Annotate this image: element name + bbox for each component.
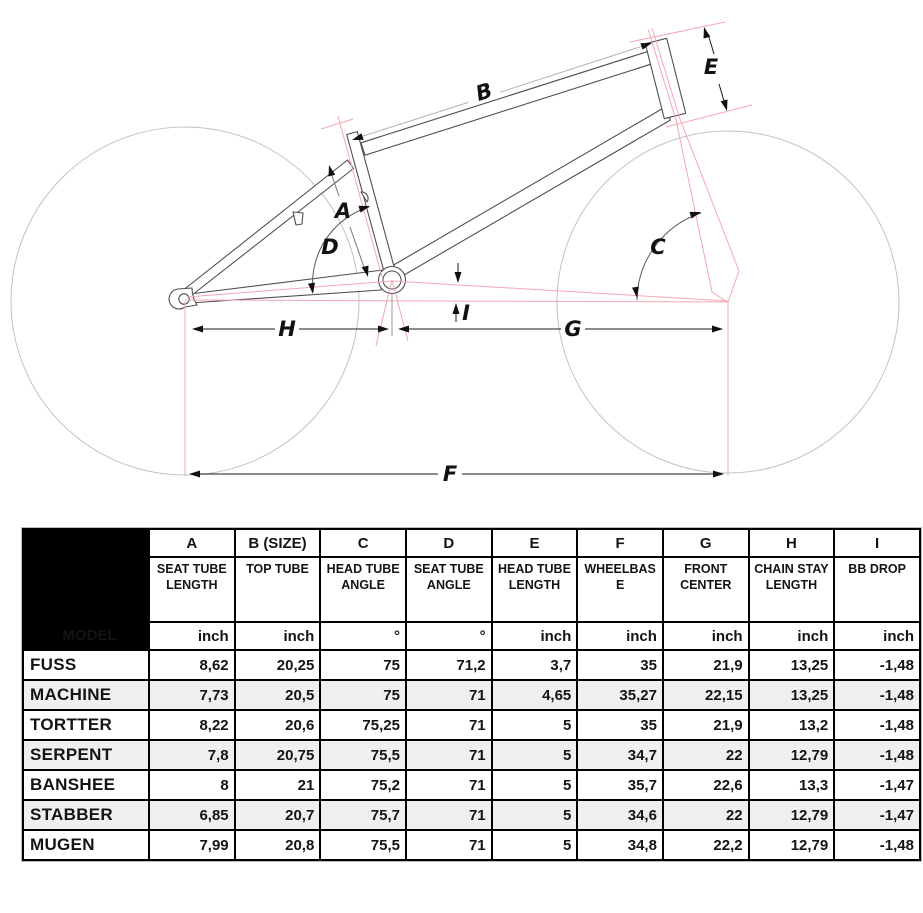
dim-C-arc bbox=[637, 213, 701, 300]
value-cell: -1,48 bbox=[834, 830, 920, 860]
value-cell: -1,48 bbox=[834, 680, 920, 710]
model-name: BANSHEE bbox=[23, 770, 149, 800]
head-tube bbox=[645, 38, 685, 118]
model-header-label: MODEL bbox=[62, 627, 117, 644]
col-unit: inch bbox=[834, 622, 920, 650]
value-cell: 8,62 bbox=[149, 650, 235, 680]
value-cell: 5 bbox=[492, 800, 578, 830]
value-cell: 34,8 bbox=[577, 830, 663, 860]
col-letter: I bbox=[834, 529, 920, 557]
value-cell: 75,25 bbox=[320, 710, 406, 740]
value-cell: 22,15 bbox=[663, 680, 749, 710]
axle-line bbox=[185, 300, 728, 302]
label-C: C bbox=[650, 235, 666, 259]
table-row bbox=[23, 710, 920, 740]
col-name: TOP TUBE bbox=[235, 557, 321, 622]
col-letter: C bbox=[320, 529, 406, 557]
table-row bbox=[23, 800, 920, 830]
column-name-row bbox=[23, 557, 920, 622]
value-cell: 21,9 bbox=[663, 710, 749, 740]
value-cell: 3,7 bbox=[492, 650, 578, 680]
value-cell: 75,7 bbox=[320, 800, 406, 830]
value-cell: 7,99 bbox=[149, 830, 235, 860]
col-letter: E bbox=[492, 529, 578, 557]
value-cell: 21,9 bbox=[663, 650, 749, 680]
value-cell: 35,7 bbox=[577, 770, 663, 800]
rear-axle bbox=[179, 294, 189, 304]
col-unit: inch bbox=[149, 622, 235, 650]
value-cell: 13,25 bbox=[749, 680, 835, 710]
model-header-cell bbox=[23, 529, 149, 650]
col-letter: H bbox=[749, 529, 835, 557]
value-cell: 71 bbox=[406, 740, 492, 770]
value-cell: 7,8 bbox=[149, 740, 235, 770]
frame bbox=[169, 38, 686, 309]
model-name: FUSS bbox=[23, 650, 149, 680]
col-unit: inch bbox=[492, 622, 578, 650]
value-cell: 71 bbox=[406, 680, 492, 710]
value-cell: 5 bbox=[492, 740, 578, 770]
value-cell: 13,25 bbox=[749, 650, 835, 680]
value-cell: 20,6 bbox=[235, 710, 321, 740]
label-E: E bbox=[703, 55, 719, 79]
col-name: HEAD TUBE LENGTH bbox=[492, 557, 578, 622]
col-name: HEAD TUBE ANGLE bbox=[320, 557, 406, 622]
col-letter: G bbox=[663, 529, 749, 557]
value-cell: 35 bbox=[577, 710, 663, 740]
col-name: SEAT TUBE ANGLE bbox=[406, 557, 492, 622]
value-cell: 22 bbox=[663, 800, 749, 830]
value-cell: -1,48 bbox=[834, 650, 920, 680]
value-cell: 34,7 bbox=[577, 740, 663, 770]
geometry-spec-table bbox=[22, 528, 921, 861]
col-unit: ° bbox=[320, 622, 406, 650]
label-I: I bbox=[462, 301, 470, 325]
seat-top-extension bbox=[321, 119, 353, 129]
label-A: A bbox=[334, 199, 352, 223]
col-letter: B (SIZE) bbox=[235, 529, 321, 557]
value-cell: 5 bbox=[492, 770, 578, 800]
value-cell: -1,47 bbox=[834, 800, 920, 830]
col-letter: A bbox=[149, 529, 235, 557]
model-name: TORTTER bbox=[23, 710, 149, 740]
value-cell: 12,79 bbox=[749, 740, 835, 770]
dim-B-line bbox=[357, 44, 649, 138]
col-name: FRONT CENTER bbox=[663, 557, 749, 622]
value-cell: 7,73 bbox=[149, 680, 235, 710]
value-cell: 75,5 bbox=[320, 740, 406, 770]
label-F: F bbox=[442, 462, 458, 486]
col-name: BB DROP bbox=[834, 557, 920, 622]
value-cell: 20,75 bbox=[235, 740, 321, 770]
value-cell: -1,47 bbox=[834, 770, 920, 800]
value-cell: 71 bbox=[406, 710, 492, 740]
value-cell: 12,79 bbox=[749, 800, 835, 830]
table-row bbox=[23, 680, 920, 710]
col-unit: inch bbox=[577, 622, 663, 650]
chain-stay bbox=[190, 270, 383, 303]
value-cell: 34,6 bbox=[577, 800, 663, 830]
col-name: SEAT TUBE LENGTH bbox=[149, 557, 235, 622]
col-unit: inch bbox=[663, 622, 749, 650]
construction-lines bbox=[185, 22, 752, 476]
dimension-lines bbox=[192, 34, 724, 474]
value-cell: 20,5 bbox=[235, 680, 321, 710]
value-cell: 6,85 bbox=[149, 800, 235, 830]
value-cell: 13,3 bbox=[749, 770, 835, 800]
value-cell: 35,27 bbox=[577, 680, 663, 710]
value-cell: 75,5 bbox=[320, 830, 406, 860]
model-name: MUGEN bbox=[23, 830, 149, 860]
value-cell: 8,22 bbox=[149, 710, 235, 740]
value-cell: 8 bbox=[149, 770, 235, 800]
value-cell: -1,48 bbox=[834, 710, 920, 740]
value-cell: 71,2 bbox=[406, 650, 492, 680]
model-name: STABBER bbox=[23, 800, 149, 830]
arrowheads bbox=[189, 27, 728, 478]
model-name: SERPENT bbox=[23, 740, 149, 770]
value-cell: 12,79 bbox=[749, 830, 835, 860]
col-unit: inch bbox=[235, 622, 321, 650]
col-letter: D bbox=[406, 529, 492, 557]
table-row bbox=[23, 740, 920, 770]
column-letter-row bbox=[23, 529, 920, 557]
value-cell: 5 bbox=[492, 830, 578, 860]
headtube-top-extension bbox=[630, 22, 725, 42]
value-cell: 71 bbox=[406, 800, 492, 830]
col-unit: ° bbox=[406, 622, 492, 650]
value-cell: -1,48 bbox=[834, 740, 920, 770]
col-letter: F bbox=[577, 529, 663, 557]
value-cell: 75,2 bbox=[320, 770, 406, 800]
value-cell: 35 bbox=[577, 650, 663, 680]
value-cell: 71 bbox=[406, 830, 492, 860]
col-name: CHAIN STAY LENGTH bbox=[749, 557, 835, 622]
table-row bbox=[23, 770, 920, 800]
value-cell: 20,25 bbox=[235, 650, 321, 680]
value-cell: 13,2 bbox=[749, 710, 835, 740]
value-cell: 75 bbox=[320, 680, 406, 710]
col-name: WHEELBASE bbox=[577, 557, 663, 622]
col-unit: inch bbox=[749, 622, 835, 650]
label-D: D bbox=[321, 235, 339, 259]
value-cell: 21 bbox=[235, 770, 321, 800]
value-cell: 22 bbox=[663, 740, 749, 770]
value-cell: 22,6 bbox=[663, 770, 749, 800]
label-B: B bbox=[472, 78, 496, 106]
value-cell: 75 bbox=[320, 650, 406, 680]
label-H: H bbox=[278, 317, 296, 341]
column-unit-row bbox=[23, 622, 920, 650]
label-G: G bbox=[564, 317, 582, 341]
table-row bbox=[23, 830, 920, 860]
table-row bbox=[23, 650, 920, 680]
model-name: MACHINE bbox=[23, 680, 149, 710]
value-cell: 20,8 bbox=[235, 830, 321, 860]
steer-axis-2 bbox=[652, 28, 739, 302]
value-cell: 22,2 bbox=[663, 830, 749, 860]
value-cell: 5 bbox=[492, 710, 578, 740]
value-cell: 71 bbox=[406, 770, 492, 800]
value-cell: 20,7 bbox=[235, 800, 321, 830]
brake-mount bbox=[293, 212, 303, 225]
value-cell: 4,65 bbox=[492, 680, 578, 710]
